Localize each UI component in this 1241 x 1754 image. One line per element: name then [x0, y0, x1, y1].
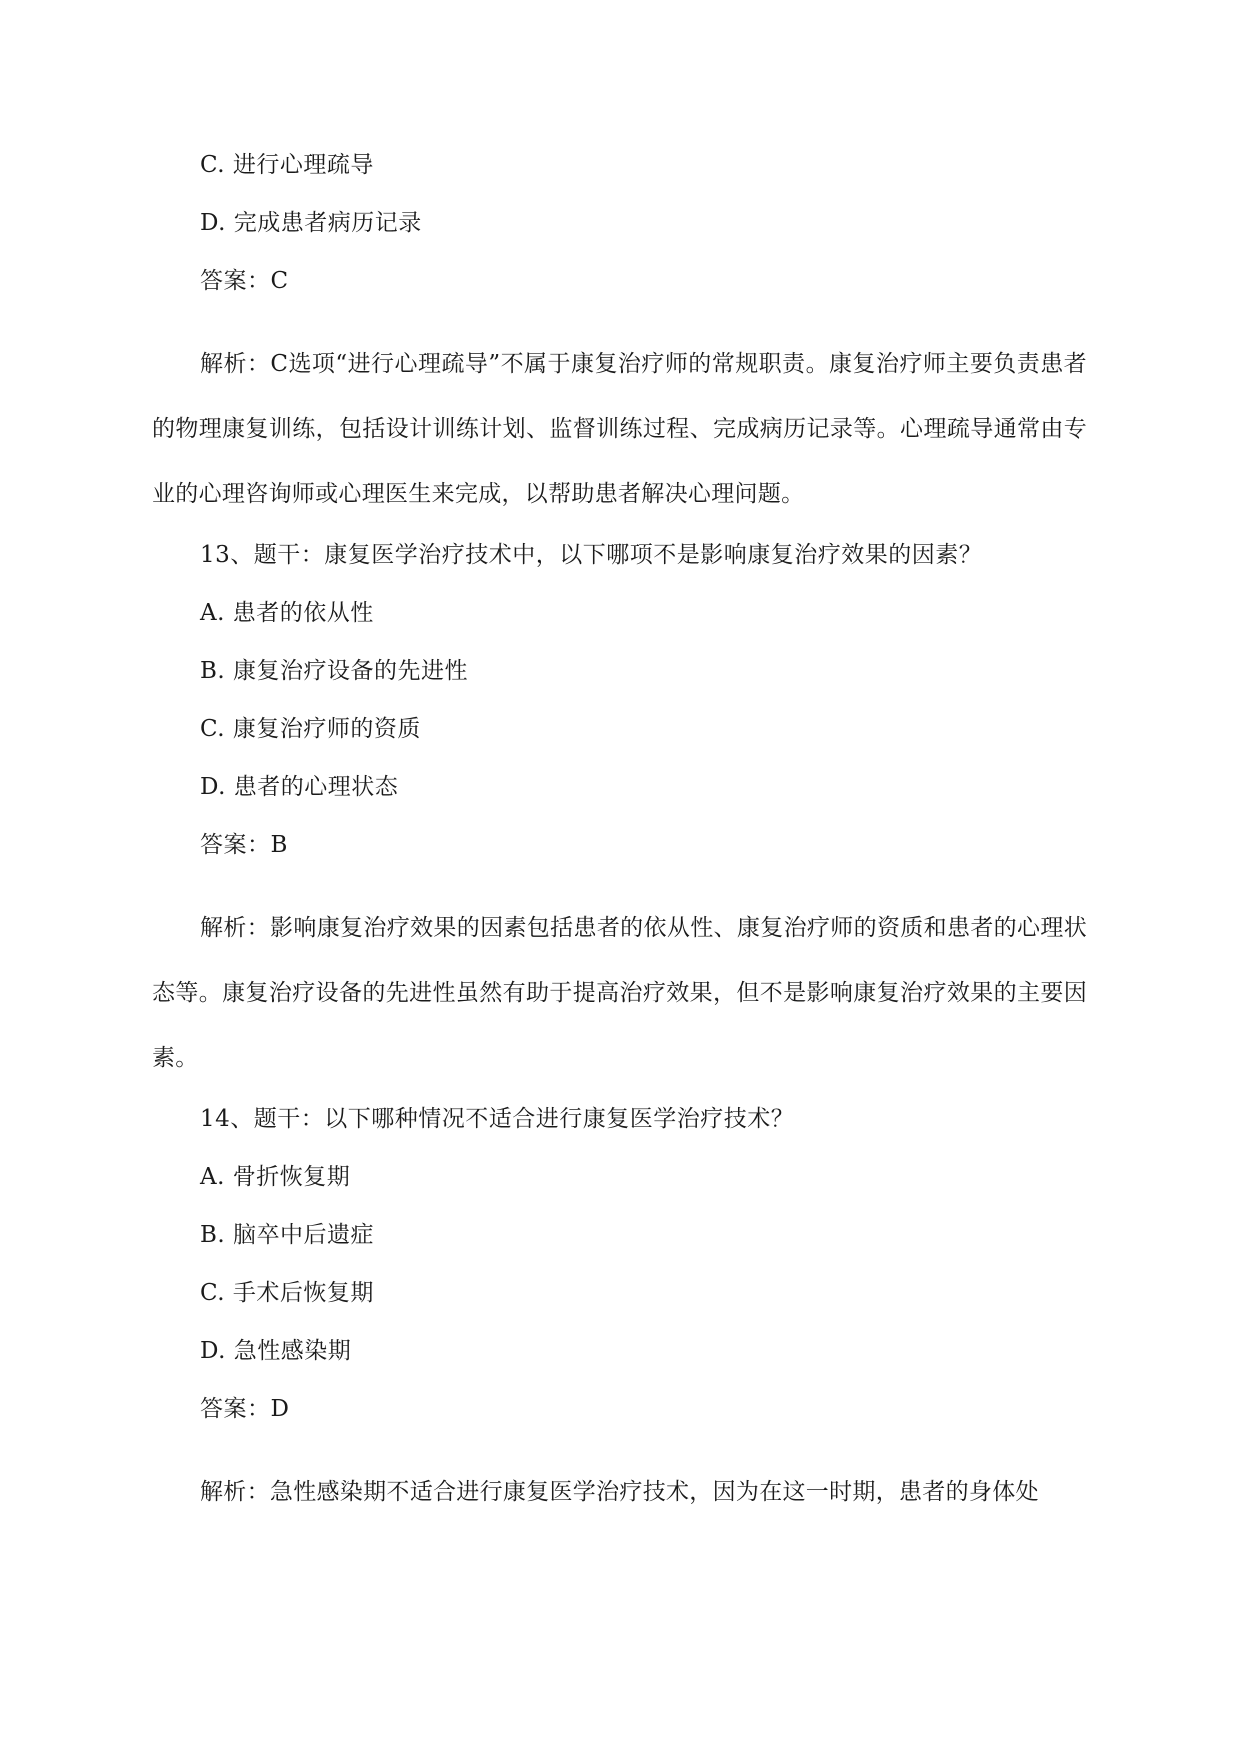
q13-option-a: A. 患者的依从性: [200, 600, 374, 626]
q14-analysis: 解析：急性感染期不适合进行康复医学治疗技术，因为在这一时期，患者的身体处: [200, 1479, 1039, 1505]
q12-option-c: C. 进行心理疏导: [200, 152, 374, 178]
q13-analysis: 解析：影响康复治疗效果的因素包括患者的依从性、康复治疗师的资质和患者的心理状态等。康复治疗设备的先进性虽然有助于提高治疗效果，但不是影响康复治疗效果的主要因素。: [152, 915, 1087, 1071]
q14-option-d: D. 急性感染期: [200, 1338, 352, 1364]
q12-answer: 答案：C: [200, 268, 289, 294]
q13-option-b: B. 康复治疗设备的先进性: [200, 658, 469, 684]
q14-option-a: A. 骨折恢复期: [200, 1164, 351, 1190]
q13-option-d: D. 患者的心理状态: [200, 774, 399, 800]
q12-analysis: 解析：C选项“进行心理疏导”不属于康复治疗师的常规职责。康复治疗师主要负责患者的物理康复训练，包括设计训练计划、监督训练过程、完成病历记录等。心理疏导通常由专业的心理咨询师或心理医生来完成，以帮助患者解决心理问题。: [152, 351, 1087, 507]
q13-stem: 13、题干：康复医学治疗技术中，以下哪项不是影响康复治疗效果的因素？: [200, 542, 983, 568]
q12-option-d: D. 完成患者病历记录: [200, 210, 422, 236]
q14-answer: 答案：D: [200, 1396, 290, 1422]
q13-option-c: C. 康复治疗师的资质: [200, 716, 421, 742]
q13-answer: 答案：B: [200, 832, 288, 858]
q14-stem: 14、题干：以下哪种情况不适合进行康复医学治疗技术？: [200, 1106, 795, 1132]
q14-option-c: C. 手术后恢复期: [200, 1280, 374, 1306]
q14-option-b: B. 脑卒中后遗症: [200, 1222, 375, 1248]
